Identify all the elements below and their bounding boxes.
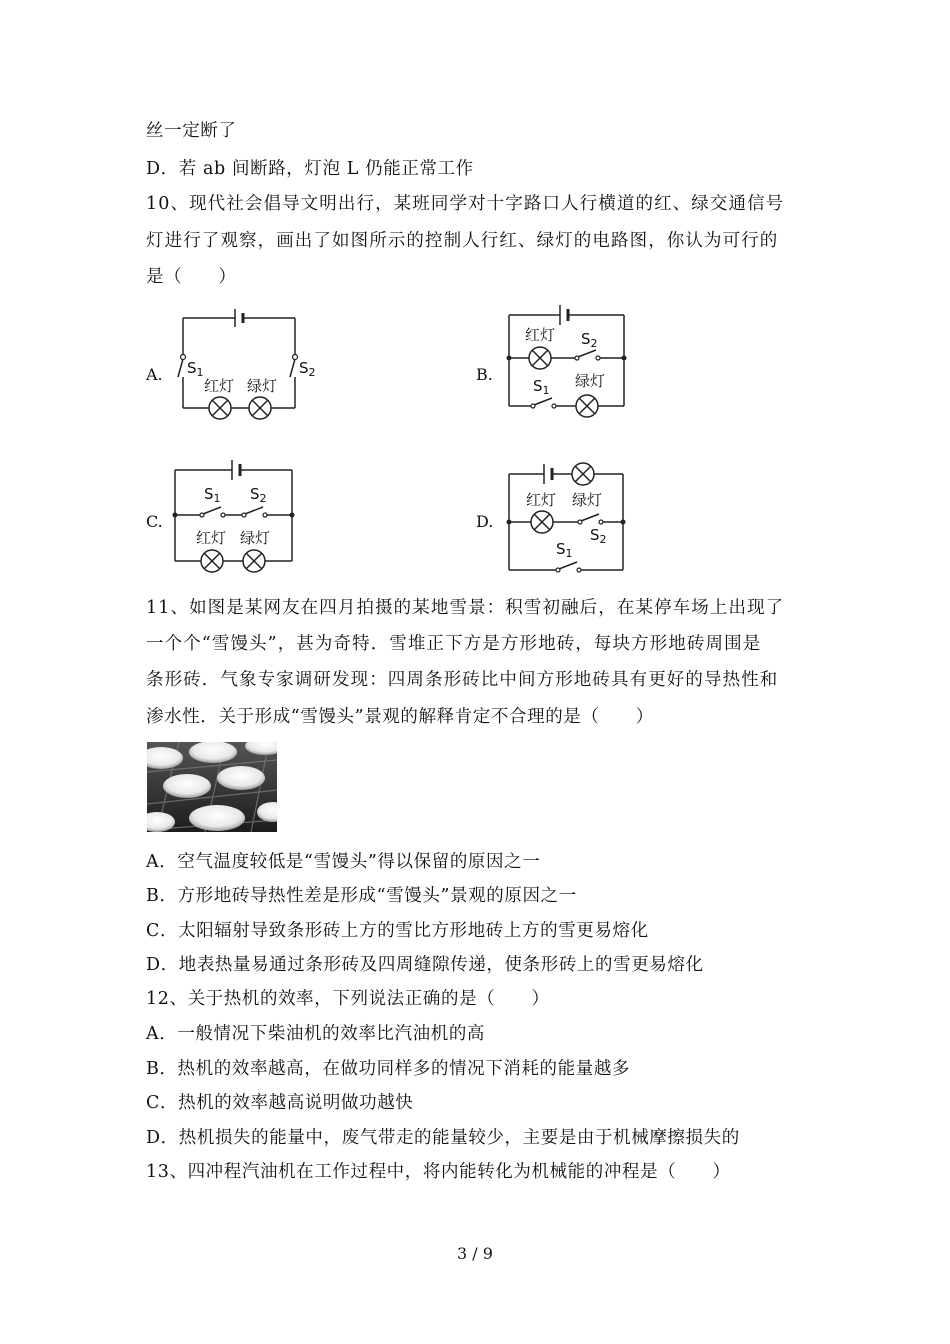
- red-lamp-label: 红灯: [526, 491, 557, 509]
- green-lamp-label: 绿灯: [575, 372, 606, 390]
- switch-label: $S_1$: [556, 540, 573, 560]
- option-text: D．地表热量易通过条形砖及四周缝隙传递，使条形砖上的雪更易熔化: [146, 955, 704, 975]
- question-12-line: 12、关于热机的效率，下列说法正确的是（ ）: [146, 989, 550, 1009]
- question-11-line: 条形砖．气象专家调研发现：四周条形砖比中间方形地砖具有更好的导热性和: [146, 670, 779, 690]
- option-text: C．太阳辐射导致条形砖上方的雪比方形地砖上方的雪更易熔化: [146, 921, 649, 941]
- switch-label: $S_1$: [187, 359, 204, 379]
- switch-s1: [534, 398, 552, 405]
- question-11-line: 渗水性．关于形成“雪馒头”景观的解释肯定不合理的是（ ）: [146, 707, 654, 727]
- page-number: 3 / 9: [457, 1244, 493, 1263]
- option-text: D．若 ab 间断路，灯泡 L 仍能正常工作: [146, 159, 474, 179]
- red-lamp-label: 红灯: [204, 377, 235, 395]
- option-text: C．热机的效率越高说明做功越快: [146, 1093, 414, 1113]
- switch-contact: [263, 513, 267, 517]
- switch-s1: [178, 359, 183, 377]
- question-10-line: 灯进行了观察，画出了如图所示的控制人行红、绿灯的电路图，你认为可行的: [146, 231, 779, 251]
- switch-s1: [559, 562, 577, 569]
- switch-s2: [581, 514, 599, 521]
- question-10-line: 是（ ）: [146, 267, 237, 287]
- switch-label: $S_2$: [590, 526, 607, 546]
- switch-label: $S_2$: [581, 330, 598, 350]
- switch-contact: [596, 356, 600, 360]
- switch-contact: [599, 520, 603, 524]
- option-text: B．方形地砖导热性差是形成“雪馒头”景观的原因之一: [146, 886, 577, 906]
- red-lamp-label: 红灯: [525, 326, 556, 344]
- option-c-label: C.: [146, 512, 163, 531]
- switch-contact: [577, 568, 581, 572]
- switch-label: $S_1$: [204, 485, 221, 505]
- switch-s2: [290, 359, 295, 377]
- switch-contact: [552, 404, 556, 408]
- circuit-diagram-b: [495, 298, 645, 418]
- green-lamp-label: 绿灯: [572, 491, 603, 509]
- option-text: D．热机损失的能量中，废气带走的能量较少，主要是由于机械摩擦损失的: [146, 1128, 740, 1148]
- question-11-line: 11、如图是某网友在四月拍摄的某地雪景：积雪初融后，在某停车场上出现了: [146, 598, 785, 618]
- option-text: B．热机的效率越高，在做功同样多的情况下消耗的能量越多: [146, 1059, 631, 1079]
- question-13-line: 13、四冲程汽油机在工作过程中，将内能转化为机械能的冲程是（ ）: [146, 1162, 731, 1182]
- option-text: A．一般情况下柴油机的效率比汽油机的高: [146, 1024, 486, 1044]
- green-lamp-label: 绿灯: [247, 377, 278, 395]
- option-b-label: B.: [476, 365, 493, 384]
- switch-contact: [221, 513, 225, 517]
- question-10-line: 10、现代社会倡导文明出行，某班同学对十字路口人行横道的红、绿交通信号: [146, 194, 785, 214]
- switch-label: $S_2$: [299, 359, 316, 379]
- question-11-line: 一个个“雪馒头”，甚为奇特．雪堆正下方是方形地砖，每块方形地砖周围是: [146, 634, 762, 654]
- switch-contact: [293, 355, 298, 360]
- circuit-diagram-d: [494, 460, 644, 585]
- snow-mound-photo: [147, 742, 277, 832]
- option-text: A．空气温度较低是“雪馒头”得以保留的原因之一: [146, 852, 541, 872]
- switch-label: $S_2$: [250, 485, 267, 505]
- green-lamp-label: 绿灯: [240, 529, 271, 547]
- option-a-label: A.: [146, 365, 163, 384]
- circuit-diagram-a: [165, 305, 315, 425]
- switch-contact: [181, 355, 186, 360]
- switch-label: $S_1$: [533, 377, 550, 397]
- red-lamp-label: 红灯: [196, 529, 227, 547]
- switch-s1: [203, 507, 221, 514]
- text-line: 丝一定断了: [146, 121, 237, 141]
- switch-s2: [578, 350, 596, 357]
- circuit-diagram-c: [162, 455, 312, 580]
- option-d-label: D.: [476, 512, 494, 531]
- switch-s2: [245, 507, 263, 514]
